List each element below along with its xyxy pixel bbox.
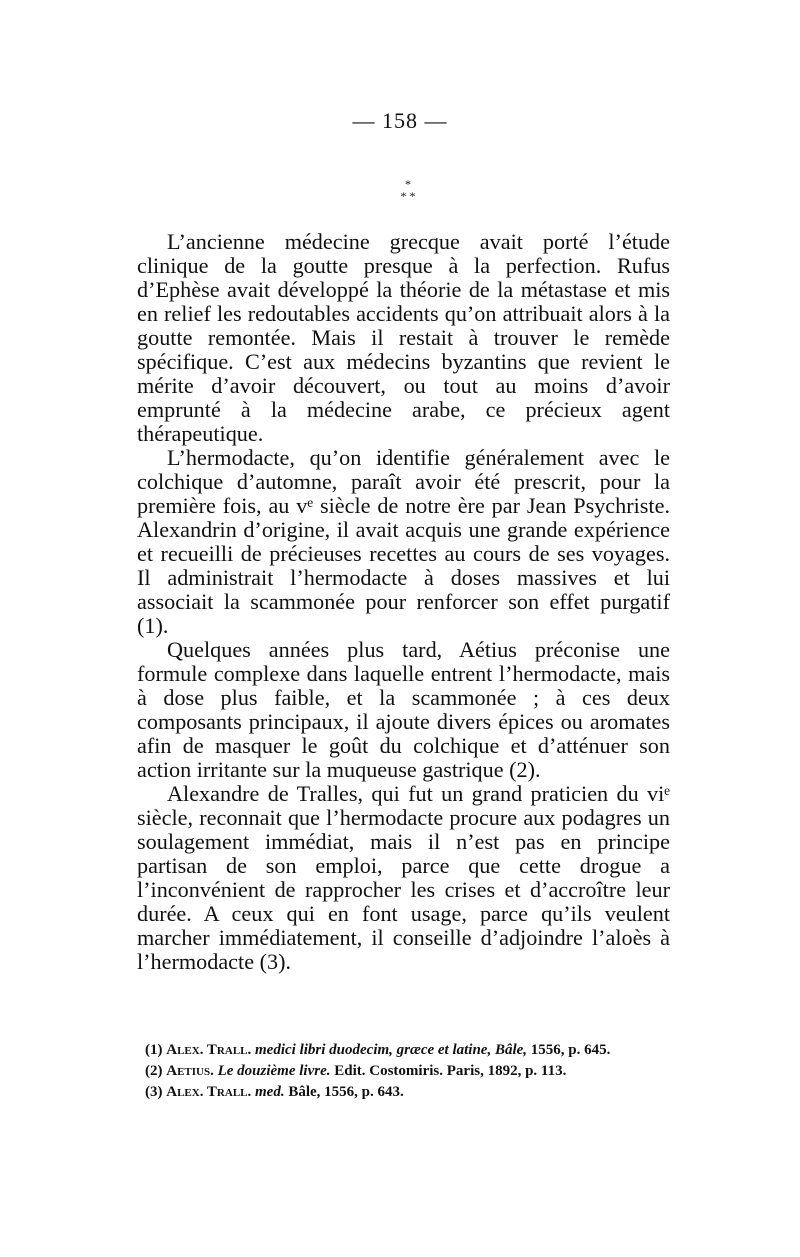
paragraph-1: L’ancienne médecine grecque avait porté l’étude clinique de la goutte presque à la perfection. Rufus d’Ephèse avait développé la théorie de la métastase et mis en relief les redoutables accidents qu’on attribuait alors à la goutte remontée. Mais il restait à trouver le remède spécifique. C’est aux médecins byzantins que revient le mérite d’avoir découvert, ou tout au moins d’avoir emprunté à la médecine arabe, ce précieux agent thérapeutique.: [137, 229, 670, 446]
footnote-author: Alex. Trall.: [166, 1084, 252, 1100]
footnote-title: medici libri duodecim, græce et latine, Bâle,: [255, 1042, 528, 1058]
footnote-number: (2): [145, 1063, 163, 1079]
footnote-reference: 1556, p. 645.: [530, 1042, 611, 1058]
footnote-title: med.: [255, 1084, 285, 1100]
footnote-1: [137, 1040, 670, 1061]
footnote-number: (3): [145, 1084, 163, 1100]
footnote-number: (1): [145, 1042, 163, 1058]
footnote-title: Le douzième livre.: [217, 1063, 331, 1079]
footnote-author: Alex. Trall.: [166, 1042, 252, 1058]
footnote-3: [137, 1082, 670, 1103]
body-text: [137, 230, 670, 974]
paragraph-3: Quelques années plus tard, Aétius préconise une formule complexe dans laquelle entrent l’hermodacte, mais à dose plus faible, et la scammonée ; à ces deux composants principaux, il ajoute divers épices ou aromates afin de masquer le goût du colchique et d’atténuer son action irritante sur la muqueuse gastrique (2).: [137, 637, 670, 782]
footnote-author: Aetius.: [166, 1063, 214, 1079]
page-number: — 158 —: [352, 108, 448, 133]
footnote-2: [137, 1061, 670, 1082]
footnote-reference: Edit. Costomiris. Paris, 1892, p. 113.: [334, 1063, 567, 1079]
asterism-divider: * * *: [400, 177, 416, 203]
paragraph-2: L’hermodacte, qu’on identifie généralement avec le colchique d’automne, paraît avoir été prescrit, pour la première fois, au vᵉ siècle de notre ère par Jean Psychriste. Alexandrin d’origine, il avait acquis une grande expérience et recueilli de précieuses recettes au cours de ses voyages. Il administrait l’hermodacte à doses massives et lui associait la scammonée pour renforcer son effet purgatif (1).: [137, 445, 670, 638]
footnotes: [137, 1040, 670, 1103]
footnote-reference: Bâle, 1556, p. 643.: [288, 1084, 404, 1100]
paragraph-4: Alexandre de Tralles, qui fut un grand praticien du viᵉ siècle, reconnait que l’hermodacte procure aux podagres un soulagement immédiat, mais il n’est pas en principe partisan de son emploi, parce que cette drogue a l’inconvénient de rapprocher les crises et d’accroître leur durée. A ceux qui en font usage, parce qu’ils veulent marcher immédiatement, il conseille d’adjoindre l’aloès à l’hermodacte (3).: [137, 781, 670, 974]
